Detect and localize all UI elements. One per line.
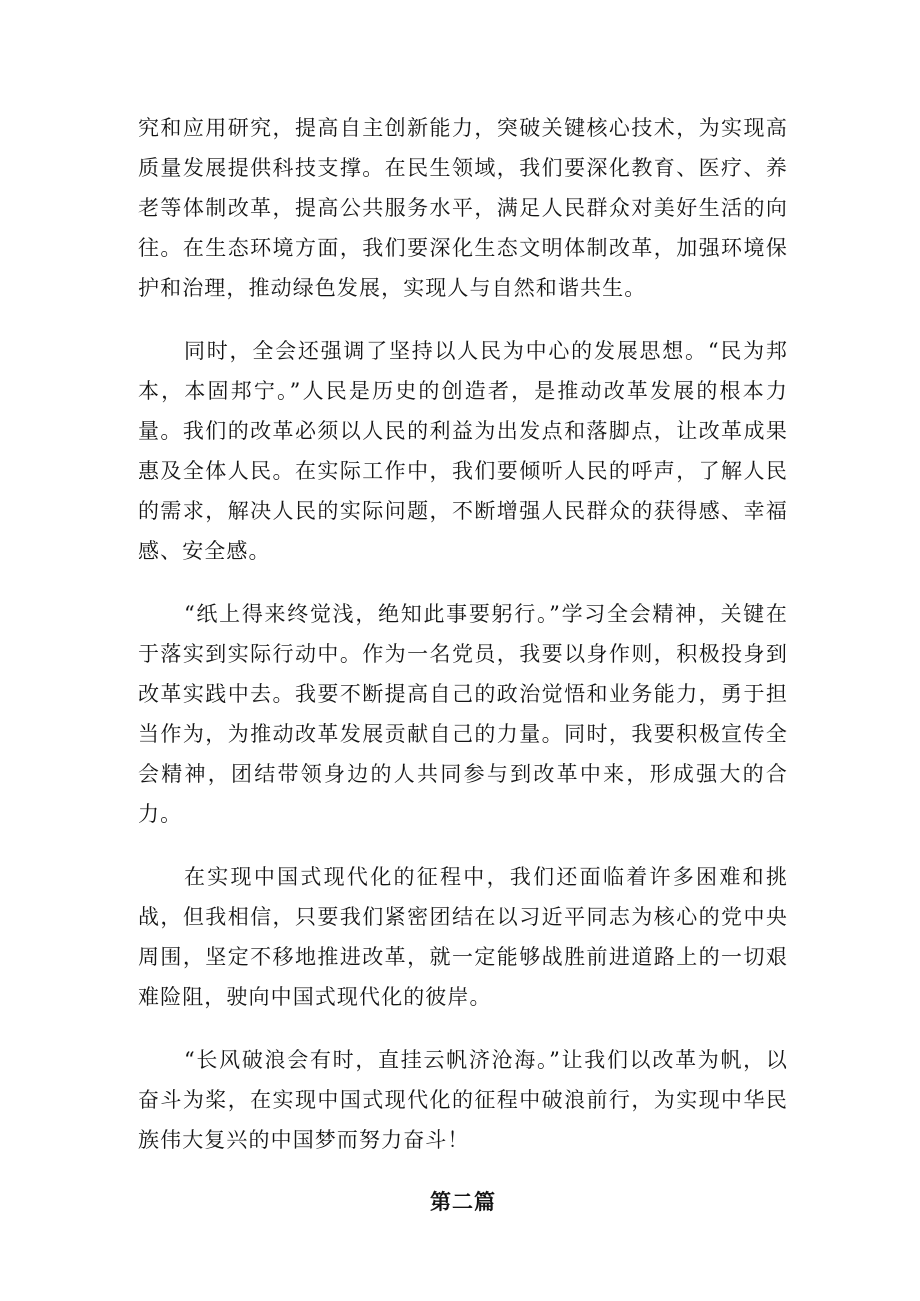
paragraph-5: “长风破浪会有时，直挂云帆济沧海。”让我们以改革为帆，以奋斗为桨，在实现中国式现代化的征程中破浪前行，为实现中华民族伟大复兴的中国梦而努力奋斗！ bbox=[138, 1048, 788, 1152]
paragraph-3: “纸上得来终觉浅，绝知此事要躬行。”学习全会精神，关键在于落实到实际行动中。作为一名党员，我要以身作则，积极投身到改革实践中去。我要不断提高自己的政治觉悟和业务能力，勇于担当作为，为推动改革发展贡献自己的力量。同时，我要积极宣传全会精神，团结带领身边的人共同参与到改革中来，形成强大的合力。 bbox=[138, 602, 788, 826]
document-body bbox=[138, 108, 788, 1222]
paragraph-4: 在实现中国式现代化的征程中，我们还面临着许多困难和挑战，但我相信，只要我们紧密团结在以习近平同志为核心的党中央周围，坚定不移地推进改革，就一定能够战胜前进道路上的一切艰难险阻，驶向中国式现代化的彼岸。 bbox=[138, 865, 788, 1009]
paragraph-1: 究和应用研究，提高自主创新能力，突破关键核心技术，为实现高质量发展提供科技支撑。在民生领域，我们要深化教育、医疗、养老等体制改革，提高公共服务水平，满足人民群众对美好生活的向往。在生态环境方面，我们要深化生态文明体制改革，加强环境保护和治理，推动绿色发展，实现人与自然和谐共生。 bbox=[138, 116, 788, 300]
section-heading: 第二篇 bbox=[430, 1189, 496, 1214]
paragraph-2: 同时，全会还强调了坚持以人民为中心的发展思想。“民为邦本，本固邦宁。”人民是历史的创造者，是推动改革发展的根本力量。我们的改革必须以人民的利益为出发点和落脚点，让改革成果惠及全体人民。在实际工作中，我们要倾听人民的呼声，了解人民的需求，解决人民的实际问题，不断增强人民群众的获得感、幸福感、安全感。 bbox=[138, 339, 788, 563]
